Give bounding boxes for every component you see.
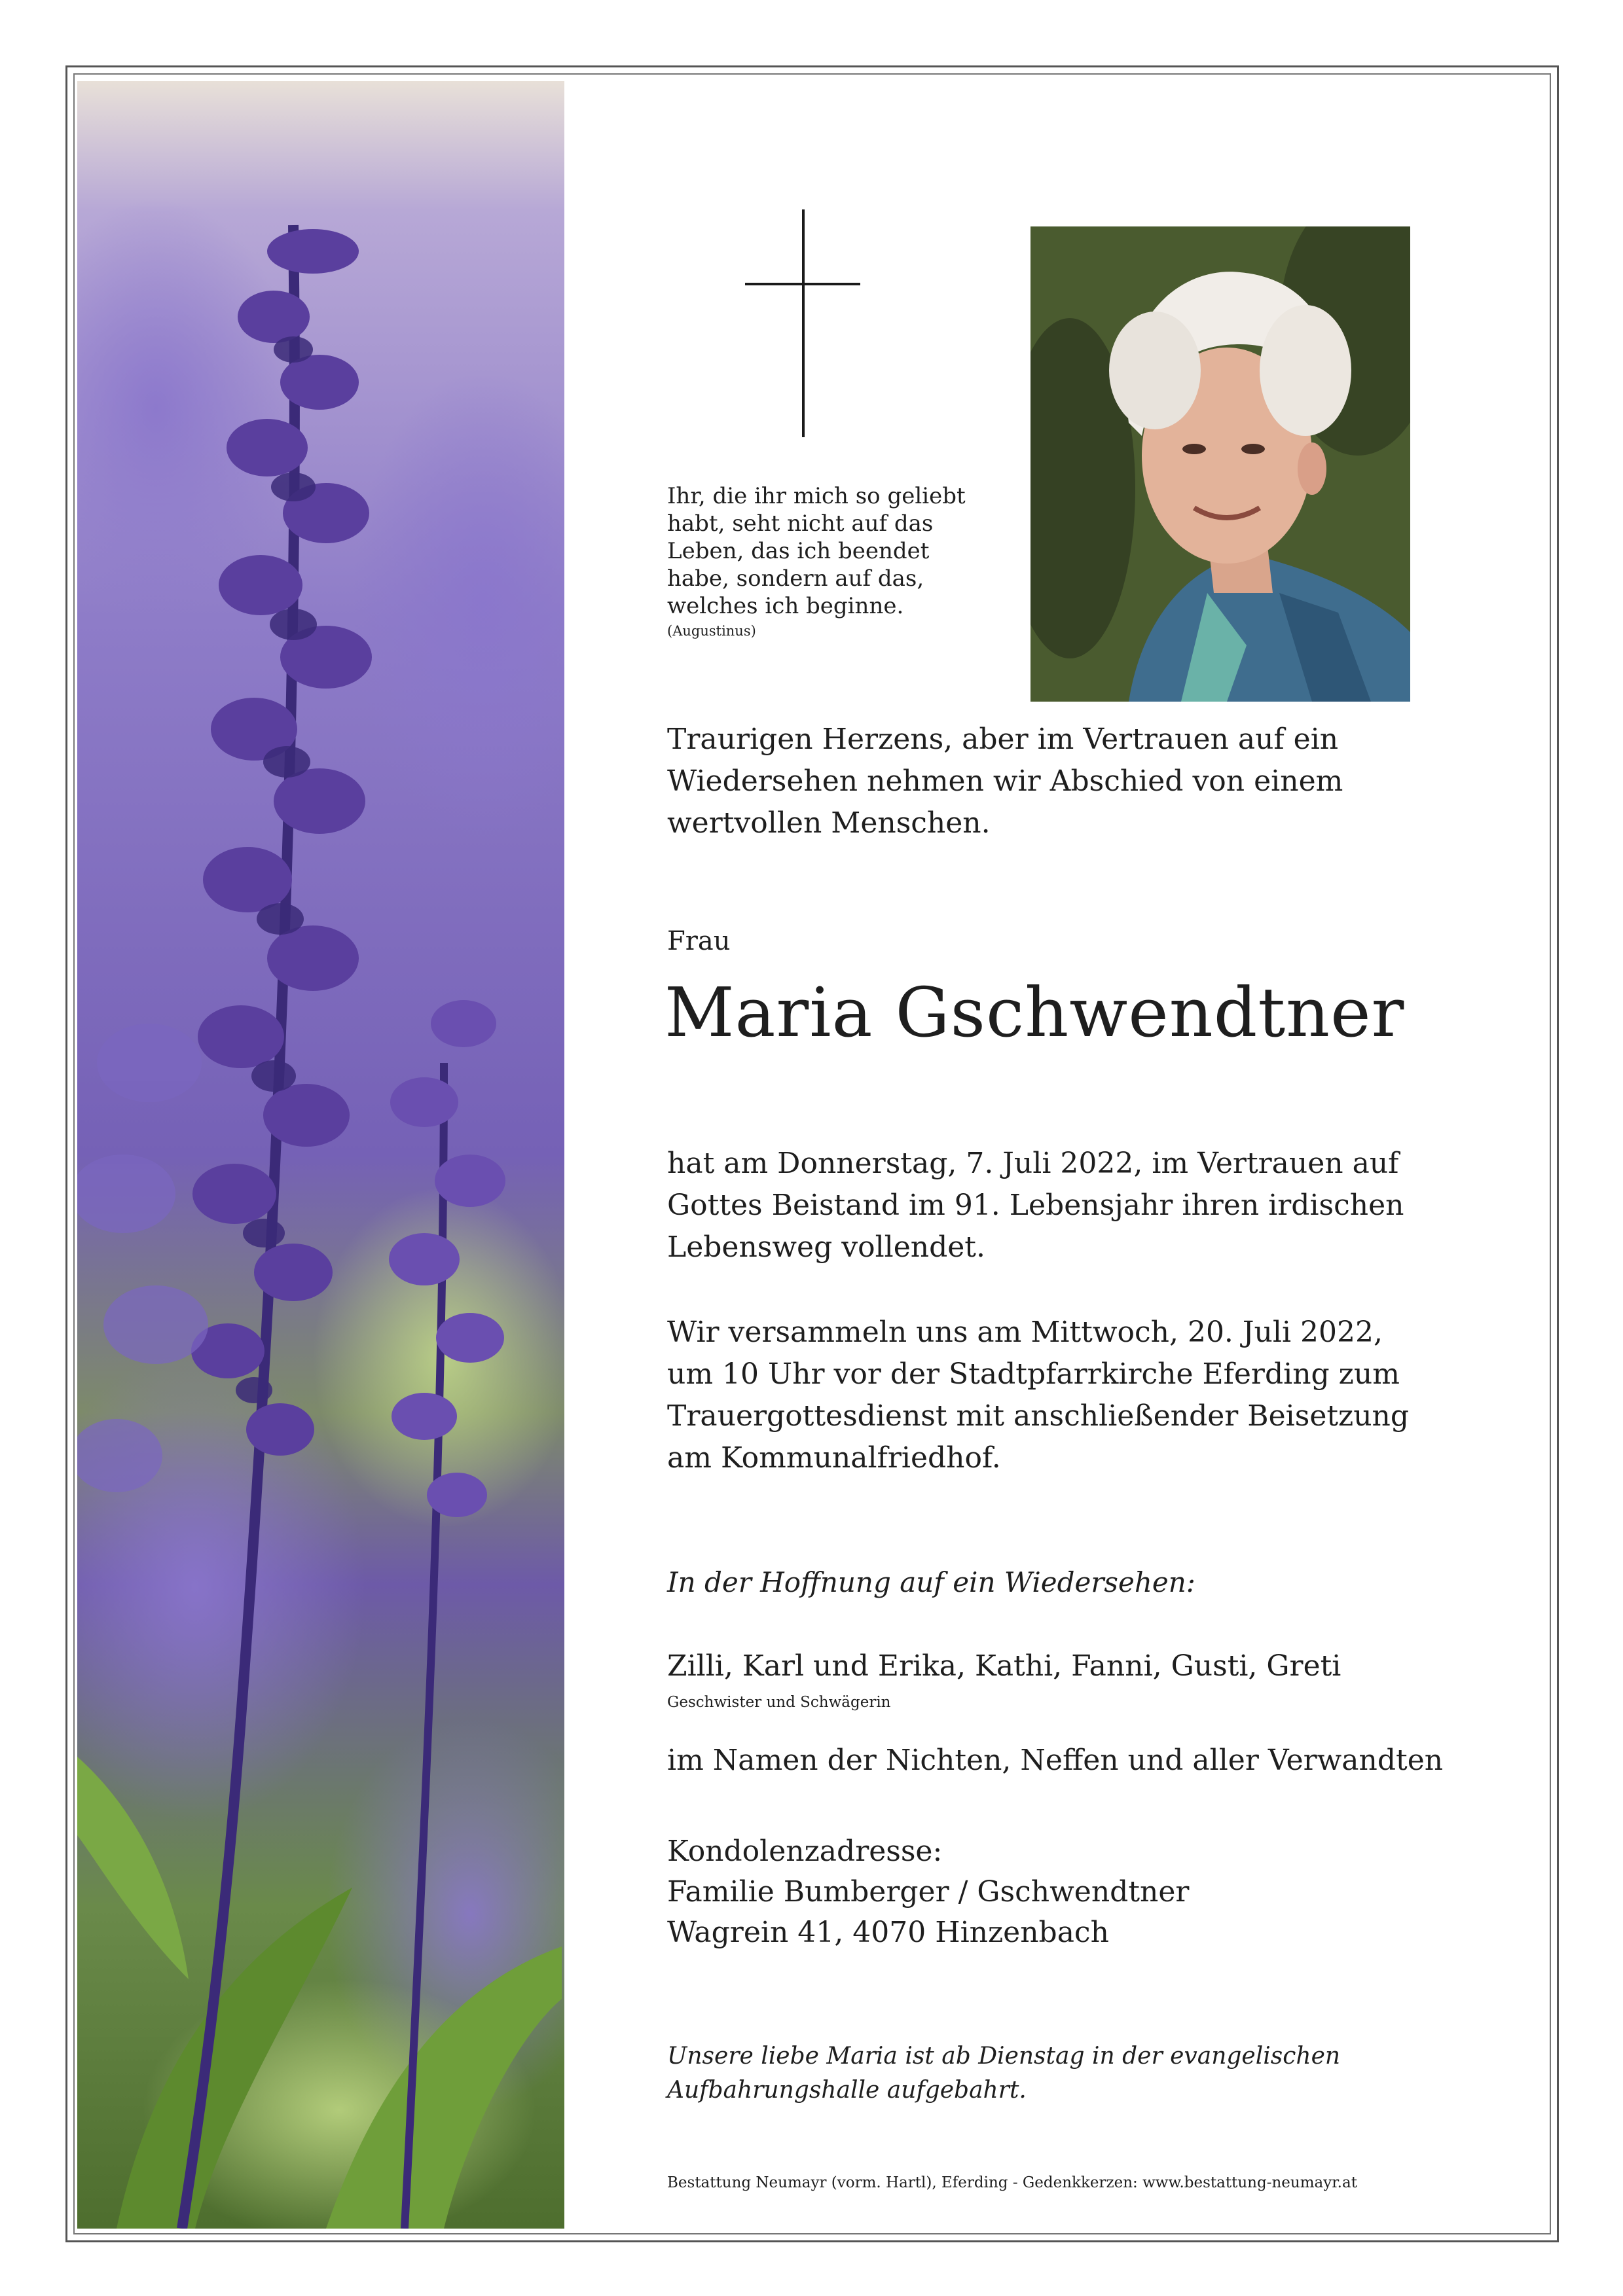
condolence-line: Wagrein 41, 4070 Hinzenbach (667, 1916, 1109, 1949)
funeral-line: am Kommunalfriedhof. (667, 1441, 1001, 1475)
quote-line: welches ich beginne. (667, 593, 904, 619)
family-relation: Geschwister und Schwägerin (667, 1694, 891, 1711)
death-notice (667, 1143, 1518, 1268)
quote-block (667, 482, 1034, 639)
quote-source: (Augustinus) (667, 623, 756, 639)
death-notice-line: hat am Donnerstag, 7. Juli 2022, im Vertrauen auf (667, 1147, 1399, 1180)
death-notice-line: Lebensweg vollendet. (667, 1230, 985, 1264)
quote-line: Leben, das ich beendet (667, 538, 930, 564)
deceased-name: Maria Gschwendtner (665, 973, 1405, 1052)
hope-line: In der Hoffnung auf ein Wiedersehen: (667, 1566, 1195, 1598)
condolence-line: Kondolenzadresse: (667, 1835, 943, 1868)
viewing-note-line: Aufbahrungshalle aufgebahrt. (667, 2077, 1027, 2104)
portrait-photo (1030, 226, 1410, 702)
intro-line: Traurigen Herzens, aber im Vertrauen auf ein (667, 723, 1339, 756)
intro-line: wertvollen Menschen. (667, 806, 991, 840)
condolence-line: Familie Bumberger / Gschwendtner (667, 1875, 1190, 1909)
funeral-info (667, 1312, 1518, 1479)
funeral-line: Wir versammeln uns am Mittwoch, 20. Juli 2022, (667, 1316, 1383, 1349)
cross-icon (745, 209, 860, 437)
death-notice-line: Gottes Beistand im 91. Lebensjahr ihren irdischen (667, 1189, 1404, 1222)
viewing-note (667, 2039, 1340, 2108)
relatives-line: im Namen der Nichten, Neffen und aller Verwandten (667, 1744, 1444, 1777)
intro-text (667, 719, 1492, 844)
viewing-note-line: Unsere liebe Maria ist ab Dienstag in der evangelischen (667, 2043, 1341, 2070)
condolence-address (667, 1831, 1189, 1953)
family-names: Zilli, Karl und Erika, Kathi, Fanni, Gusti, Greti (667, 1649, 1341, 1683)
quote-line: Ihr, die ihr mich so geliebt (667, 483, 966, 509)
quote-line: habe, sondern auf das, (667, 565, 924, 592)
footer-credit: Bestattung Neumayr (vorm. Hartl), Eferding - Gedenkkerzen: www.bestattung-neumayr.at (667, 2174, 1357, 2191)
intro-line: Wiedersehen nehmen wir Abschied von einem (667, 764, 1343, 798)
salutation: Frau (667, 926, 731, 956)
funeral-line: um 10 Uhr vor der Stadtpfarrkirche Eferding zum (667, 1357, 1400, 1391)
lavender-flower-image (77, 81, 564, 2229)
quote-line: habt, seht nicht auf das (667, 511, 934, 537)
funeral-line: Trauergottesdienst mit anschließender Beisetzung (667, 1399, 1410, 1433)
